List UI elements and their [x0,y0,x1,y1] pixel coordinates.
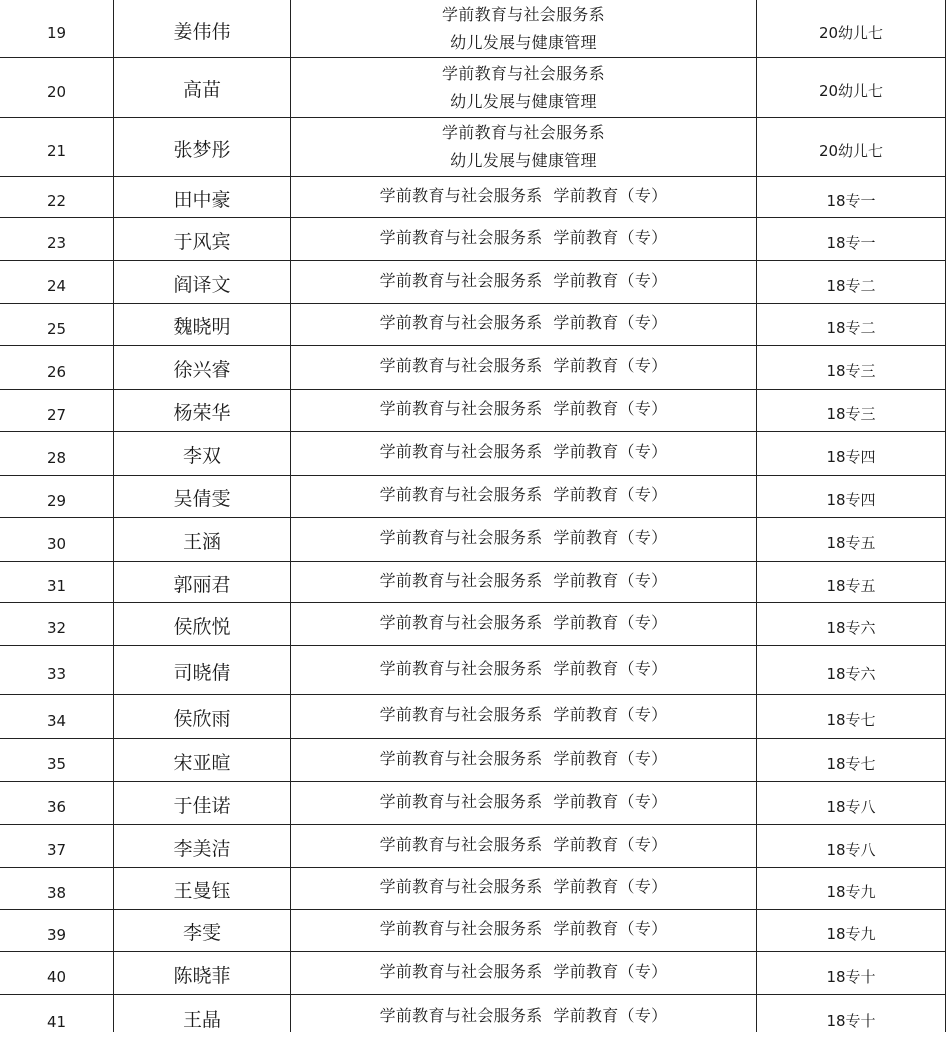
department-major-text: 学前教育与社会服务系 学前教育（专） [379,485,668,504]
student-name-cell [114,825,290,867]
table-row [0,261,946,303]
student-name-cell [114,995,290,1040]
student-name-cell-text: 王曼钰 [173,880,231,902]
row-number-cell-text: 28 [46,448,67,467]
table-row [0,995,946,1040]
department-major-cell [291,261,756,303]
student-name-cell [114,58,290,117]
class-cell-text: 18专六 [826,664,876,683]
row-number-cell-text: 19 [46,24,67,42]
class-cell [757,782,945,824]
class-cell [757,952,945,994]
table-row [0,739,946,781]
class-cell-text: 18专十 [826,967,876,986]
department-major-cell [291,739,756,781]
class-cell-text: 18专二 [826,276,876,295]
class-cell [757,261,945,303]
row-number-cell [0,177,113,217]
row-number-cell [0,910,113,951]
department-major-text: 学前教育与社会服务系 学前教育（专） [379,442,668,461]
class-cell [757,1,945,57]
class-cell-text: 18专三 [826,362,876,380]
student-name-cell-text: 李双 [182,445,221,467]
department-major-text: 学前教育与社会服务系 学前教育（专） [379,961,668,981]
student-name-cell [114,118,290,176]
table-row [0,218,946,260]
department-major-cell [291,995,756,1040]
table-row [0,782,946,824]
table-row [0,562,946,602]
row-number-cell-text: 35 [46,755,67,773]
department-major-text: 学前教育与社会服务系 学前教育（专） [379,612,668,632]
class-cell-text: 18专四 [826,448,876,466]
class-cell [757,58,945,117]
student-name-cell-text: 于佳诺 [173,794,231,817]
student-name-cell [114,952,290,994]
row-number-cell-text: 20 [46,82,67,101]
department-major-text: 幼儿发展与健康管理 [450,151,597,170]
department-major-cell [291,782,756,824]
row-number-cell-text: 33 [46,665,67,683]
table-row [0,695,946,738]
student-name-cell [114,432,290,475]
student-name-cell [114,562,290,602]
row-number-cell-text: 23 [46,234,67,252]
student-name-cell-text: 王晶 [182,1009,221,1031]
student-name-cell-text: 陈晓菲 [173,964,231,987]
department-major-cell [291,868,756,909]
department-major-text: 学前教育与社会服务系 [441,123,605,142]
class-cell-text: 18专七 [826,711,876,729]
student-name-cell-text: 王涵 [182,531,221,553]
student-name-cell [114,390,290,431]
class-cell-text: 18专八 [826,840,876,859]
department-major-cell [291,58,756,117]
student-name-cell-text: 郭丽君 [173,573,231,596]
class-cell [757,346,945,389]
student-name-cell [114,261,290,303]
row-number-cell-text: 31 [46,577,67,595]
department-major-cell [291,695,756,738]
student-name-cell [114,739,290,781]
department-major-cell [291,432,756,475]
department-major-text: 学前教育与社会服务系 学前教育（专） [379,1006,668,1025]
table-row [0,177,946,217]
row-number-cell-text: 29 [46,491,67,510]
student-name-cell [114,304,290,345]
student-name-cell [114,782,290,824]
department-major-text: 学前教育与社会服务系 学前教育（专） [379,570,668,590]
student-name-cell-text: 司晓倩 [173,661,231,684]
class-cell-text: 18专七 [826,754,876,773]
class-cell-text: 18专四 [826,491,876,509]
department-major-cell [291,476,756,517]
class-cell-text: 18专九 [826,883,876,901]
class-cell [757,910,945,951]
department-major-text: 学前教育与社会服务系 学前教育（专） [379,658,668,678]
row-number-cell [0,1,113,57]
department-major-cell [291,1,756,57]
department-major-cell [291,118,756,176]
department-major-text: 学前教育与社会服务系 学前教育（专） [379,919,668,938]
class-cell [757,562,945,602]
row-number-cell [0,603,113,645]
class-cell-text: 18专十 [826,1012,876,1030]
student-name-cell-text: 吴倩雯 [173,488,231,510]
row-number-cell [0,995,113,1040]
table-row [0,432,946,475]
class-cell-text: 18专五 [826,534,876,552]
table-row [0,603,946,645]
class-cell-text: 18专三 [826,405,876,423]
row-number-cell [0,518,113,561]
student-name-cell-text: 魏晓明 [173,316,231,338]
class-cell-text: 18专二 [826,319,876,337]
class-cell-text: 18专六 [826,618,876,637]
row-number-cell-text: 34 [46,711,67,730]
row-number-cell [0,118,113,176]
row-number-cell [0,58,113,117]
row-number-cell-text: 30 [46,534,67,553]
class-cell [757,603,945,645]
row-number-cell-text: 32 [46,619,67,637]
class-cell [757,390,945,431]
row-number-cell [0,432,113,475]
row-number-cell [0,476,113,517]
class-cell-text: 20幼儿七 [818,141,884,160]
department-major-text: 学前教育与社会服务系 学前教育（专） [379,185,668,205]
department-major-text: 学前教育与社会服务系 [441,63,605,83]
department-major-text: 学前教育与社会服务系 学前教育（专） [379,528,668,547]
row-number-cell-text: 22 [46,192,67,210]
row-number-cell [0,261,113,303]
department-major-cell [291,346,756,389]
department-major-cell [291,952,756,994]
student-name-cell-text: 宋亚暄 [173,751,231,774]
row-number-cell [0,695,113,738]
class-cell-text: 18专九 [826,925,876,943]
class-cell-text: 18专一 [826,191,876,210]
student-name-cell [114,603,290,645]
class-cell [757,177,945,217]
student-name-cell [114,868,290,909]
student-name-cell-text: 于风宾 [173,230,231,253]
student-name-cell-text: 徐兴睿 [173,359,231,381]
class-cell [757,739,945,781]
class-cell-text: 18专八 [826,797,876,816]
row-number-cell-text: 25 [46,319,67,338]
row-number-cell [0,782,113,824]
table-row [0,118,946,176]
student-name-cell [114,177,290,217]
student-name-cell-text: 张梦彤 [173,138,231,161]
department-major-text: 学前教育与社会服务系 学前教育（专） [379,356,668,375]
department-major-cell [291,518,756,561]
class-cell [757,695,945,738]
table-row [0,952,946,994]
student-name-cell-text: 侯欣悦 [173,615,231,638]
student-name-cell-text: 姜伟伟 [173,20,231,43]
student-name-cell [114,910,290,951]
class-cell [757,304,945,345]
row-number-cell-text: 38 [46,883,67,902]
department-major-cell [291,218,756,260]
student-name-cell-text: 杨荣华 [173,402,231,424]
student-name-cell-text: 李雯 [182,922,221,944]
department-major-text: 学前教育与社会服务系 学前教育（专） [379,748,668,768]
student-name-cell-text: 李美洁 [173,837,231,860]
class-cell [757,118,945,176]
table-row [0,646,946,694]
table-row [0,825,946,867]
table-row [0,346,946,389]
row-number-cell [0,218,113,260]
row-number-cell [0,739,113,781]
department-major-cell [291,304,756,345]
department-major-text: 幼儿发展与健康管理 [450,33,597,52]
class-cell-text: 20幼儿七 [818,23,884,42]
row-number-cell [0,868,113,909]
department-major-cell [291,910,756,951]
row-number-cell-text: 36 [46,798,67,816]
student-name-cell [114,646,290,694]
department-major-text: 学前教育与社会服务系 学前教育（专） [379,877,668,896]
department-major-text: 幼儿发展与健康管理 [450,91,597,111]
student-name-cell-text: 田中豪 [173,188,231,211]
department-major-cell [291,390,756,431]
row-number-cell [0,562,113,602]
row-number-cell [0,952,113,994]
class-cell-text: 18专五 [826,576,876,595]
department-major-text: 学前教育与社会服务系 学前教育（专） [379,313,668,332]
table-row [0,58,946,117]
table-row [0,304,946,345]
table-row [0,476,946,517]
student-name-cell [114,346,290,389]
row-number-cell-text: 27 [46,405,67,424]
row-number-cell-text: 39 [46,925,67,944]
row-number-cell [0,825,113,867]
class-cell-text: 18专一 [826,233,876,252]
row-number-cell-text: 21 [46,142,67,160]
row-number-cell-text: 37 [46,841,67,859]
department-major-cell [291,177,756,217]
row-number-cell [0,346,113,389]
row-number-cell-text: 26 [46,362,67,381]
class-cell [757,995,945,1040]
student-name-cell-text: 侯欣雨 [173,708,231,730]
class-cell [757,432,945,475]
student-name-cell [114,518,290,561]
department-major-cell [291,603,756,645]
class-cell [757,825,945,867]
table-row [0,518,946,561]
row-number-cell-text: 24 [46,277,67,295]
class-cell [757,868,945,909]
table-row [0,910,946,951]
row-number-cell [0,646,113,694]
department-major-text: 学前教育与社会服务系 学前教育（专） [379,705,668,724]
student-name-cell [114,1,290,57]
student-name-cell [114,218,290,260]
student-name-cell [114,695,290,738]
class-cell [757,646,945,694]
table-row [0,390,946,431]
class-cell [757,218,945,260]
class-cell-text: 20幼儿七 [818,82,884,100]
table-row [0,868,946,909]
row-number-cell [0,390,113,431]
department-major-text: 学前教育与社会服务系 学前教育（专） [379,791,668,811]
department-major-text: 学前教育与社会服务系 学前教育（专） [379,399,668,418]
class-cell [757,518,945,561]
row-number-cell-text: 41 [46,1012,67,1031]
row-number-cell [0,304,113,345]
table-row [0,1,946,57]
department-major-text: 学前教育与社会服务系 学前教育（专） [379,227,668,247]
department-major-text: 学前教育与社会服务系 [441,5,605,24]
department-major-text: 学前教育与社会服务系 学前教育（专） [379,834,668,854]
department-major-cell [291,825,756,867]
department-major-cell [291,562,756,602]
department-major-text: 学前教育与社会服务系 学前教育（专） [379,270,668,290]
row-number-cell-text: 40 [46,968,67,986]
student-name-cell-text: 高苗 [182,79,221,101]
student-name-cell [114,476,290,517]
department-major-cell [291,646,756,694]
student-name-cell-text: 阎译文 [173,273,231,296]
class-cell [757,476,945,517]
